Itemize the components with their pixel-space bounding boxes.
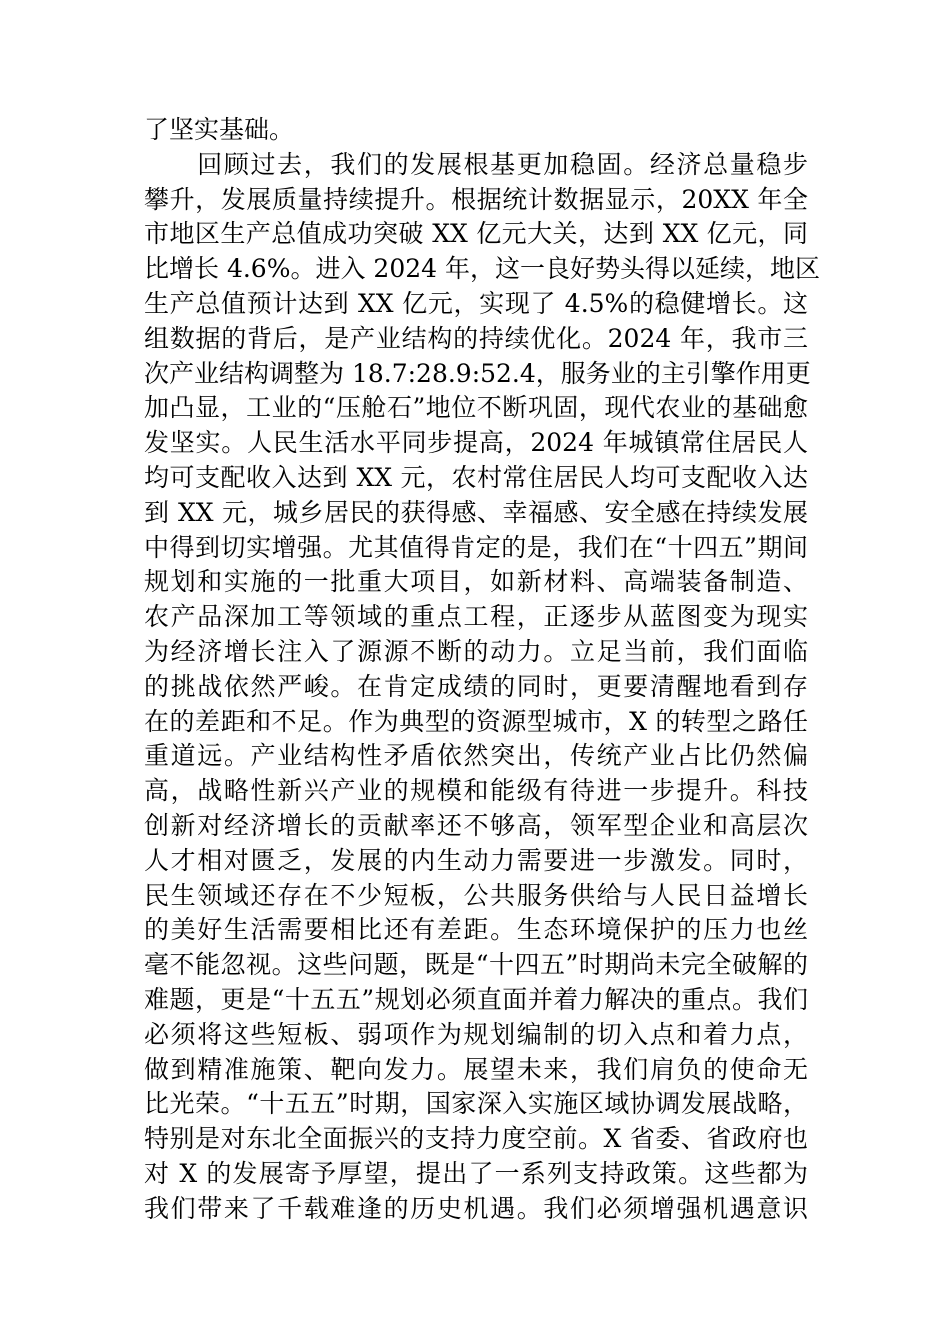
text-line: 规划和实施的一批重大项目，如新材料、高端装备制造、 bbox=[144, 567, 808, 597]
text-line: 农产品深加工等领域的重点工程，正逐步从蓝图变为现实 bbox=[144, 602, 808, 632]
text-line: 生产总值预计达到 XX 亿元，实现了 4.5%的稳健增长。这 bbox=[144, 288, 808, 318]
text-line: 高，战略性新兴产业的规模和能级有待进一步提升。科技 bbox=[144, 776, 808, 806]
text-line: 发坚实。人民生活水平同步提高，2024 年城镇常住居民人 bbox=[144, 428, 808, 458]
text-line: 创新对经济增长的贡献率还不够高，领军型企业和高层次 bbox=[144, 810, 808, 840]
text-line: 了坚实基础。 bbox=[144, 115, 295, 144]
text-line: 难题，更是“十五五”规划必须直面并着力解决的重点。我们 bbox=[144, 984, 808, 1014]
text-line: 做到精准施策、靶向发力。展望未来，我们肩负的使命无 bbox=[144, 1054, 808, 1084]
text-line: 比光荣。“十五五”时期，国家深入实施区域协调发展战略， bbox=[144, 1089, 808, 1119]
text-line: 次产业结构调整为 18.7:28.9:52.4，服务业的主引擎作用更 bbox=[144, 358, 811, 388]
text-line: 加凸显，工业的“压舱石”地位不断巩固，现代农业的基础愈 bbox=[144, 393, 808, 423]
text-line: 在的差距和不足。作为典型的资源型城市，X 的转型之路任 bbox=[144, 706, 808, 736]
text-line: 比增长 4.6%。进入 2024 年，这一良好势头得以延续，地区 bbox=[144, 254, 820, 284]
text-line: 攀升，发展质量持续提升。根据统计数据显示，20XX 年全 bbox=[144, 184, 808, 214]
text-line: 到 XX 元，城乡居民的获得感、幸福感、安全感在持续发展 bbox=[144, 497, 808, 527]
text-line: 组数据的背后，是产业结构的持续优化。2024 年，我市三 bbox=[144, 323, 808, 353]
text-line: 为经济增长注入了源源不断的动力。立足当前，我们面临 bbox=[144, 636, 808, 666]
text-line: 特别是对东北全面振兴的支持力度空前。X 省委、省政府也 bbox=[144, 1124, 808, 1154]
text-line: 均可支配收入达到 XX 元，农村常住居民人均可支配收入达 bbox=[144, 462, 808, 492]
body-text bbox=[144, 113, 820, 1227]
text-line: 毫不能忽视。这些问题，既是“十四五”时期尚未完全破解的 bbox=[144, 950, 808, 980]
text-line: 人才相对匮乏，发展的内生动力需要进一步激发。同时， bbox=[144, 845, 808, 875]
text-line: 回顾过去，我们的发展根基更加稳固。经济总量稳步 bbox=[144, 149, 808, 179]
text-line: 的美好生活需要相比还有差距。生态环境保护的压力也丝 bbox=[144, 915, 808, 945]
text-line: 民生领域还存在不少短板，公共服务供给与人民日益增长 bbox=[144, 880, 808, 910]
text-line: 中得到切实增强。尤其值得肯定的是，我们在“十四五”期间 bbox=[144, 532, 808, 562]
text-line: 的挑战依然严峻。在肯定成绩的同时，更要清醒地看到存 bbox=[144, 671, 808, 701]
text-line: 我们带来了千载难逢的历史机遇。我们必须增强机遇意识 bbox=[144, 1193, 808, 1223]
text-line: 必须将这些短板、弱项作为规划编制的切入点和着力点， bbox=[144, 1019, 808, 1049]
text-line: 对 X 的发展寄予厚望，提出了一系列支持政策。这些都为 bbox=[144, 1158, 808, 1188]
text-line: 重道远。产业结构性矛盾依然突出，传统产业占比仍然偏 bbox=[144, 741, 808, 771]
text-line: 市地区生产总值成功突破 XX 亿元大关，达到 XX 亿元，同 bbox=[144, 219, 808, 249]
